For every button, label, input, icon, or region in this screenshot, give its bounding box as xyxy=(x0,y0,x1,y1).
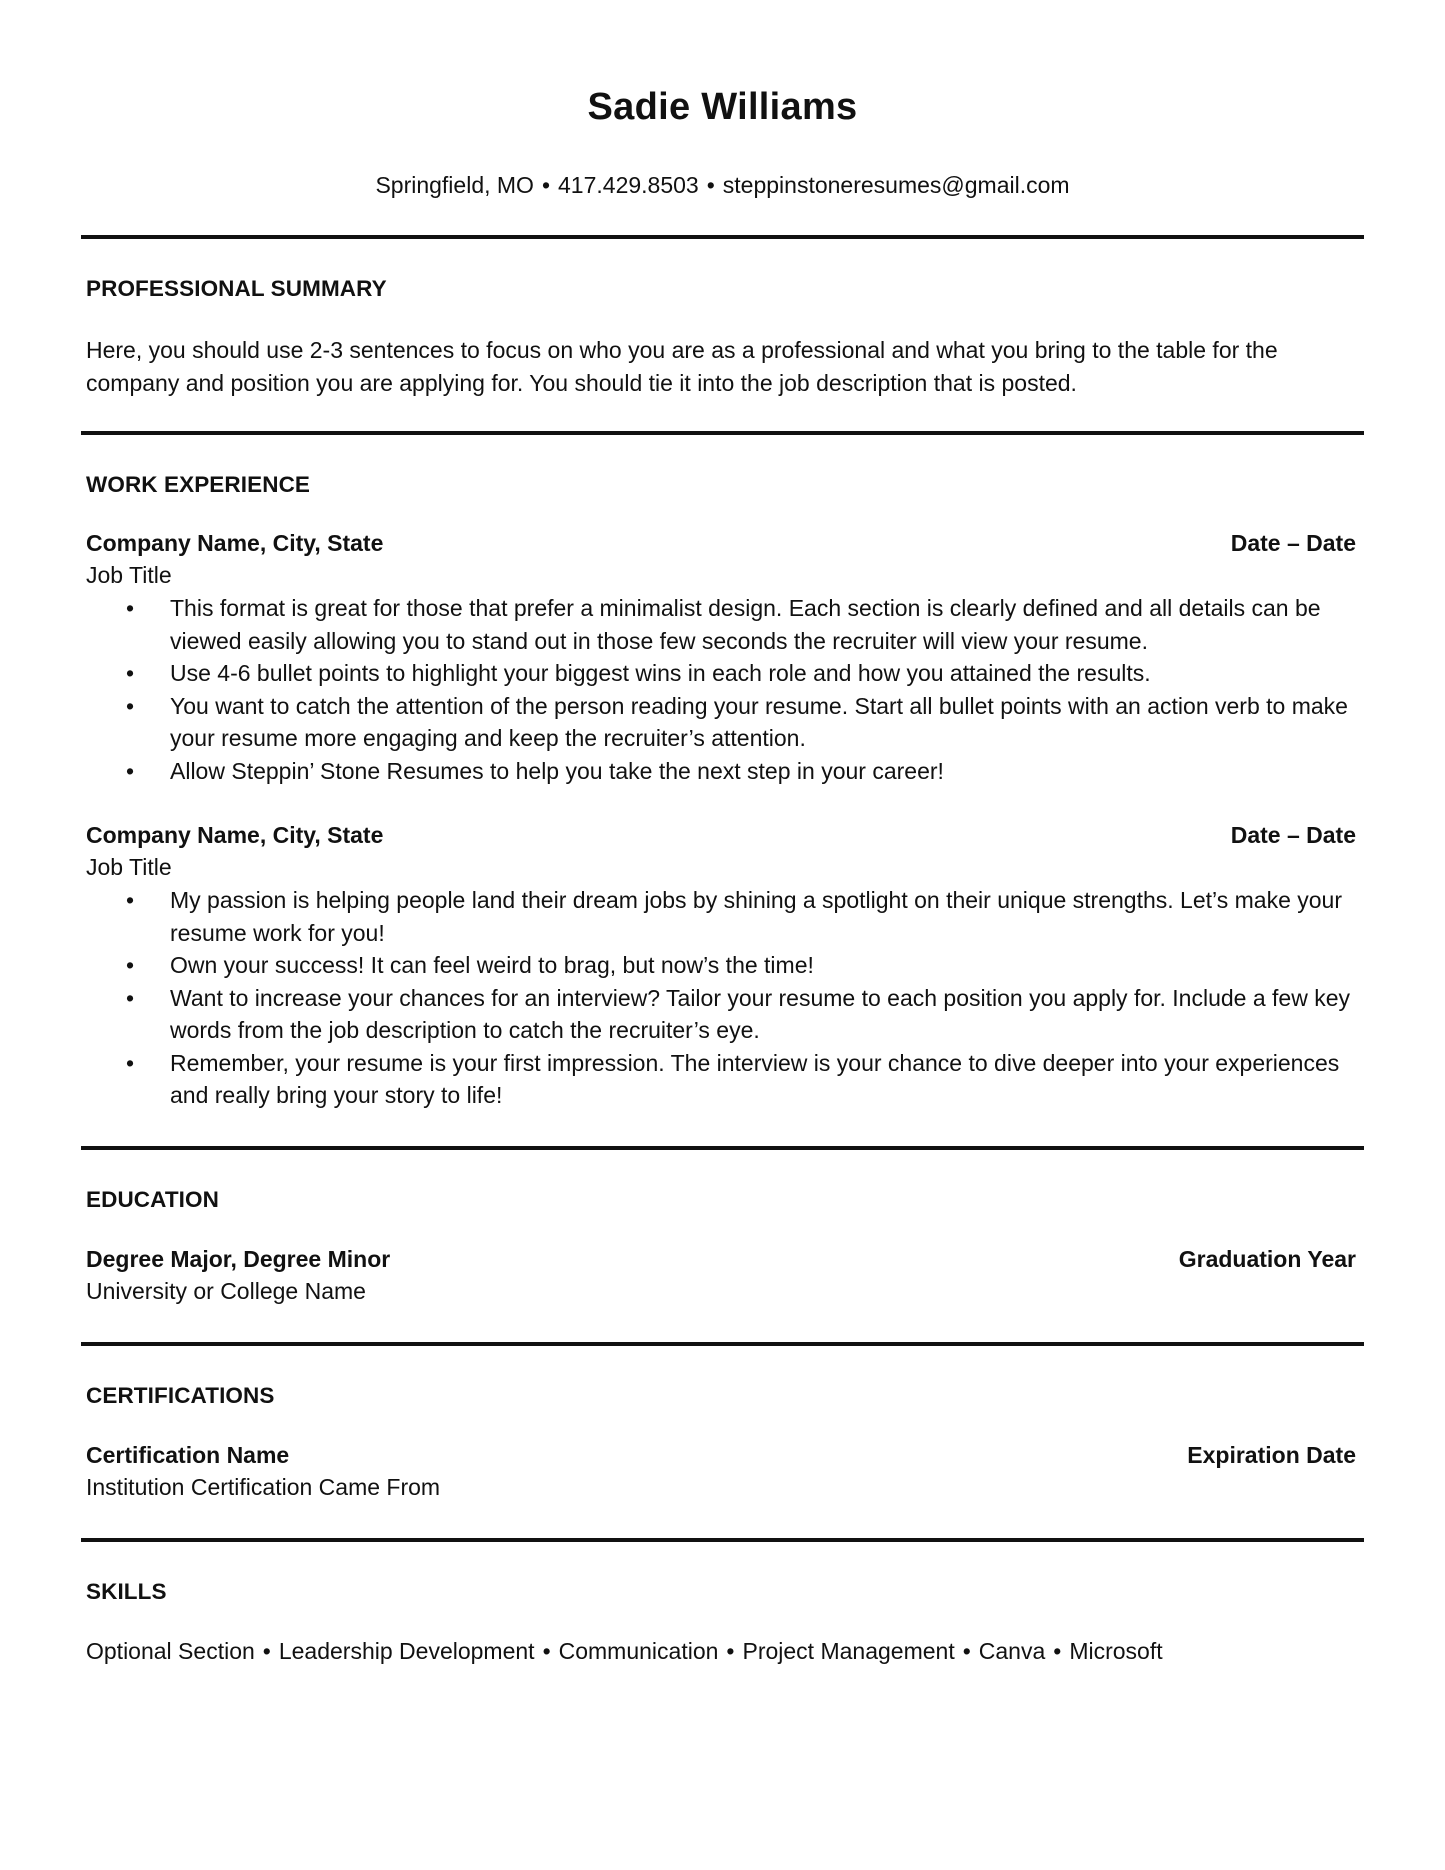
graduation-year: Graduation Year xyxy=(1178,1246,1356,1272)
job-dates: Date – Date xyxy=(1230,530,1356,556)
certifications-heading: CERTIFICATIONS xyxy=(86,1383,275,1408)
job-company: Company Name, City, State xyxy=(86,822,384,848)
summary-heading: PROFESSIONAL SUMMARY xyxy=(86,276,387,301)
contact-location: Springfield, MO xyxy=(375,172,534,198)
skill-item: Communication xyxy=(558,1638,719,1664)
skill-item: Project Management xyxy=(742,1638,955,1664)
contact-line xyxy=(0,172,1445,199)
candidate-name: Sadie Williams xyxy=(587,86,858,128)
list-item: • Use 4-6 bullet points to highlight your biggest wins in each role and how you attained the results. xyxy=(86,657,1366,690)
skill-item: Canva xyxy=(978,1638,1046,1664)
section-divider xyxy=(81,431,1364,435)
contact-phone: 417.429.8503 xyxy=(558,172,699,198)
job-bullets xyxy=(86,884,1366,1112)
skill-separator: • xyxy=(1053,1638,1062,1664)
skill-separator: • xyxy=(962,1638,971,1664)
section-divider xyxy=(81,235,1364,239)
skill-item: Optional Section xyxy=(86,1638,255,1664)
contact-separator: • xyxy=(706,172,715,198)
job-company: Company Name, City, State xyxy=(86,530,384,556)
experience-heading: WORK EXPERIENCE xyxy=(86,472,311,497)
section-divider xyxy=(81,1146,1364,1150)
education-heading: EDUCATION xyxy=(86,1187,219,1212)
education-header xyxy=(86,1246,1356,1273)
list-item: • You want to catch the attention of the person reading your resume. Start all bullet points with an action verb to make your resume more engaging and keep the recruiter’s attention. xyxy=(86,690,1366,755)
section-divider xyxy=(81,1538,1364,1542)
skill-separator: • xyxy=(542,1638,551,1664)
job-header xyxy=(86,822,1356,849)
skill-item: Leadership Development xyxy=(278,1638,535,1664)
job-title: Job Title xyxy=(86,854,172,880)
skill-separator: • xyxy=(262,1638,271,1664)
list-item: • My passion is helping people land their dream jobs by shining a spotlight on their unique strengths. Let’s make your resume work for you! xyxy=(86,884,1366,949)
job-dates: Date – Date xyxy=(1230,822,1356,848)
contact-email: steppinstoneresumes@gmail.com xyxy=(722,172,1070,198)
job-title: Job Title xyxy=(86,562,172,588)
contact-separator: • xyxy=(541,172,551,198)
school-name: University or College Name xyxy=(86,1278,366,1304)
section-divider xyxy=(81,1342,1364,1346)
job-bullets xyxy=(86,592,1366,787)
expiration-date: Expiration Date xyxy=(1187,1442,1356,1468)
list-item: • This format is great for those that prefer a minimalist design. Each section is clearly defined and all details can be viewed easily allowing you to stand out in those few seconds the recruiter will view your resume. xyxy=(86,592,1366,657)
degree: Degree Major, Degree Minor xyxy=(86,1246,391,1272)
list-item: • Remember, your resume is your first impression. The interview is your chance to dive deeper into your experiences and really bring your story to life! xyxy=(86,1047,1366,1112)
summary-text: Here, you should use 2-3 sentences to focus on who you are as a professional and what you bring to the table for the company and position you are applying for. You should tie it into the job description that is posted. xyxy=(86,337,1278,396)
certification-header xyxy=(86,1442,1356,1469)
skill-item: Microsoft xyxy=(1069,1638,1163,1664)
job-header xyxy=(86,530,1356,557)
certification-institution: Institution Certification Came From xyxy=(86,1474,441,1500)
skill-separator: • xyxy=(726,1638,735,1664)
list-item: • Own your success! It can feel weird to brag, but now’s the time! xyxy=(86,949,1366,982)
skills-list xyxy=(86,1638,1163,1665)
list-item: • Want to increase your chances for an interview? Tailor your resume to each position you apply for. Include a few key words from the job description to catch the recruiter’s eye. xyxy=(86,982,1366,1047)
skills-heading: SKILLS xyxy=(86,1579,167,1604)
list-item: • Allow Steppin’ Stone Resumes to help you take the next step in your career! xyxy=(86,755,1366,788)
certification-name: Certification Name xyxy=(86,1442,290,1468)
